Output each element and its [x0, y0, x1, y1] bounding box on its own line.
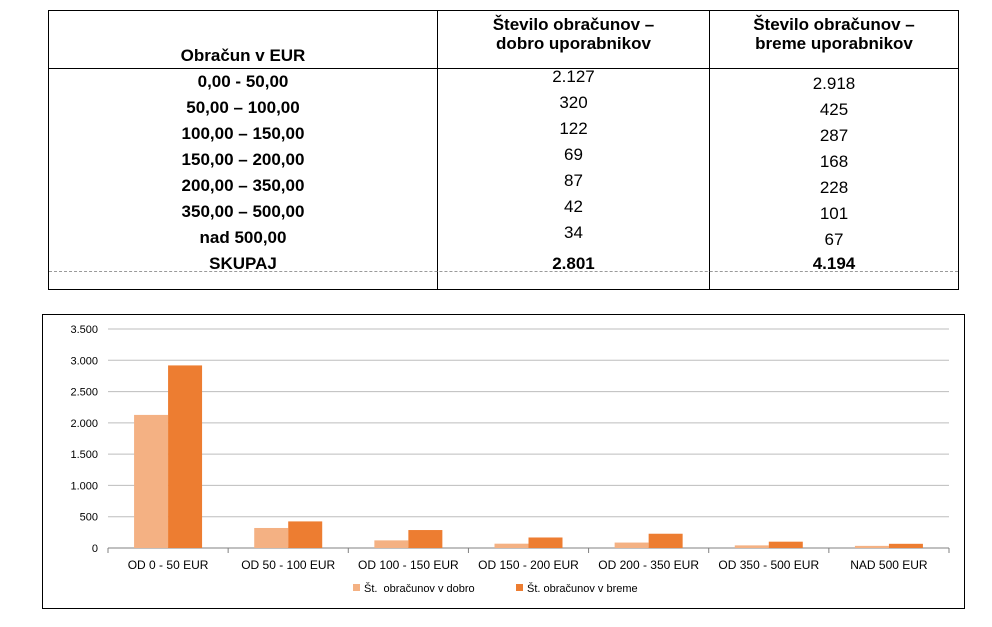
- bar: [168, 365, 202, 548]
- table-header-row: [49, 11, 958, 69]
- bar: [649, 534, 683, 548]
- total-dobro-cell: 2.801: [438, 250, 710, 276]
- y-tick-label: 1.000: [70, 480, 98, 493]
- bar: [529, 537, 563, 548]
- legend-swatch: [353, 584, 360, 591]
- dobro-cell: 42: [438, 198, 710, 224]
- dobro-cell: 87: [438, 172, 710, 198]
- header-cell-dobro: [438, 11, 710, 68]
- bar-chart: [43, 315, 964, 608]
- legend-label: Št. obračunov v breme: [527, 583, 638, 595]
- bar: [855, 546, 889, 548]
- table-row: [49, 224, 958, 250]
- total-breme-cell: 4.194: [812, 254, 856, 273]
- y-tick-label: 2.500: [70, 386, 98, 399]
- empty-cell: [438, 272, 710, 290]
- breme-cell: 425: [819, 100, 849, 119]
- range-cell: 350,00 – 500,00: [49, 198, 438, 224]
- empty-cell: [49, 272, 438, 290]
- header-breme-line1: Število obračunov –: [753, 15, 915, 34]
- dobro-cell: 2.127: [438, 68, 710, 94]
- range-cell: nad 500,00: [49, 224, 438, 250]
- bar: [288, 521, 322, 548]
- range-cell: 150,00 – 200,00: [49, 146, 438, 172]
- y-tick-label: 3.000: [70, 355, 98, 368]
- x-tick-label: OD 0 - 50 EUR: [127, 558, 209, 572]
- header-dobro-line1: Število obračunov –: [492, 15, 655, 34]
- bar: [615, 543, 649, 548]
- bar: [374, 540, 408, 548]
- x-tick-label: OD 200 - 350 EUR: [598, 558, 700, 572]
- table-row: [49, 172, 958, 198]
- bar: [134, 415, 168, 548]
- table-row: [49, 146, 958, 172]
- y-tick-label: 0: [91, 543, 98, 555]
- breme-cell: 287: [819, 126, 849, 145]
- dobro-cell: 69: [438, 146, 710, 172]
- x-tick-label: OD 50 - 100 EUR: [241, 558, 336, 572]
- range-cell: 0,00 - 50,00: [49, 68, 438, 94]
- x-tick-label: NAD 500 EUR: [850, 558, 928, 572]
- dobro-cell: 320: [438, 94, 710, 120]
- dobro-cell: 122: [438, 120, 710, 146]
- x-tick-label: OD 350 - 500 EUR: [718, 558, 820, 572]
- y-tick-label: 500: [79, 511, 98, 524]
- data-table: [48, 10, 959, 290]
- breme-cell: 168: [819, 152, 849, 171]
- range-cell: 100,00 – 150,00: [49, 120, 438, 146]
- bar: [495, 544, 529, 548]
- legend-label: Št. obračunov v dobro: [364, 583, 475, 595]
- y-tick-label: 1.500: [70, 449, 98, 462]
- x-tick-label: OD 150 - 200 EUR: [478, 558, 579, 572]
- bar: [735, 545, 769, 548]
- range-cell: 200,00 – 350,00: [49, 172, 438, 198]
- breme-cell: 2.918: [812, 74, 856, 93]
- header-cell-range: [49, 11, 438, 68]
- table-row: [49, 94, 958, 120]
- bar: [254, 528, 288, 548]
- dobro-cell: 34: [438, 224, 710, 250]
- table-row: [49, 68, 958, 94]
- header-dobro-line2: dobro uporabnikov: [496, 34, 651, 53]
- empty-cell: [710, 272, 958, 290]
- breme-cell: 228: [819, 178, 849, 197]
- total-label-cell: SKUPAJ: [49, 250, 438, 276]
- breme-cell: 101: [819, 204, 849, 223]
- header-cell-breme: [710, 11, 958, 68]
- table-empty-row: [49, 272, 958, 290]
- bar: [889, 544, 923, 548]
- y-tick-label: 2.000: [70, 417, 98, 430]
- table-row: [49, 120, 958, 146]
- bar: [408, 530, 442, 548]
- table-row: [49, 198, 958, 224]
- legend-swatch: [516, 584, 523, 591]
- header-breme-line2: breme uporabnikov: [755, 34, 913, 53]
- y-tick-label: 3.500: [70, 324, 98, 336]
- range-cell: 50,00 – 100,00: [49, 94, 438, 120]
- header-range-text: Obračun v EUR: [180, 46, 306, 65]
- breme-cell: 67: [824, 230, 844, 249]
- chart-container: [42, 314, 965, 609]
- x-tick-label: OD 100 - 150 EUR: [357, 558, 459, 572]
- bar: [769, 542, 803, 548]
